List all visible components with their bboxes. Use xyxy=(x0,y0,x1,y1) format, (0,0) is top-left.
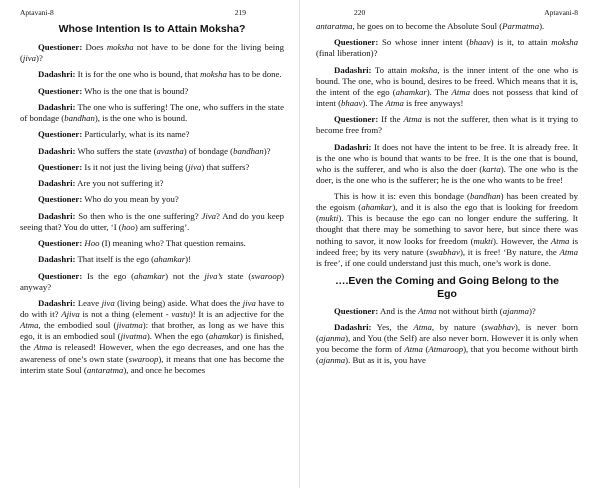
paragraph xyxy=(20,69,284,80)
paragraph-text: antaratma, he goes on to become the Absolute Soul (Parmatma). xyxy=(316,21,545,31)
paragraph-text: It is for the one who is bound, that moksha has to be done. xyxy=(75,69,282,80)
speaker-label: Questioner: xyxy=(334,114,379,125)
speaker-label: Questioner: xyxy=(38,238,83,249)
paragraph-text: If the Atma is not the sufferer, then what is it trying to become free from? xyxy=(316,114,578,136)
speaker-label: Dadashri: xyxy=(38,178,76,189)
speaker-label: Dadashri: xyxy=(38,298,76,309)
section-heading: Whose Intention Is to Attain Moksha? xyxy=(58,23,246,35)
right-page xyxy=(300,0,599,488)
paragraph xyxy=(316,114,578,136)
paragraph xyxy=(20,271,284,293)
paragraph-text: To attain moksha, is the inner intent of the one who is bound. The one, who is bound, desires to be freed. Which means that it is, the intent of the ego (ahamkar). The Atma does not possess that kind of intent (bhaav). The Atma is free anyways! xyxy=(316,64,578,108)
body-text xyxy=(20,42,284,376)
paragraph-text: The one who is suffering! The one, who suffers in the state of bondage (bandhan), is the one who is bound. xyxy=(20,101,284,124)
paragraph-text: And is the Atma not without birth (ajanma)? xyxy=(378,305,536,316)
speaker-label: Questioner: xyxy=(38,270,83,281)
paragraph-text: Leave jiva (living being) aside. What does the jiva have to do with it? Ajiva is not a thing (element - vastu)! It is an adjective for the Atma, the embodied soul (jivatma): that brother, as long as we have this ego, it is an embodied soul (jivatma). When the ego (ahamkar) is finished, the Atma is released! However, when the ego decreases, and one has the awareness of one’s own state (swaroop), it means that one has become the interim state Soul (antaratma), and once he becomes xyxy=(20,298,285,375)
speaker-label: Dadashri: xyxy=(38,69,76,80)
paragraph xyxy=(20,178,284,189)
paragraph-text: Who do you mean by you? xyxy=(82,194,179,205)
speaker-label: Dadashri: xyxy=(334,64,372,75)
running-head xyxy=(20,8,284,17)
speaker-label: Dadashri: xyxy=(38,101,76,112)
paragraph xyxy=(20,254,284,265)
section-heading: ….Even the Coming and Going Belong to the Ego xyxy=(335,274,559,300)
paragraph xyxy=(20,102,284,124)
paragraph-text: Is it not just the living being (jiva) that suffers? xyxy=(82,161,250,172)
paragraph-text: So then who is the one suffering? Jiva? And do you keep seeing that? You do utter, ‘I (hoo) am suffering’. xyxy=(20,210,284,232)
paragraph-text: Hoo (I) meaning who? That question remains. xyxy=(84,238,246,249)
paragraph-text: Does moksha not have to be done for the living being (jiva)? xyxy=(20,42,284,64)
paragraph xyxy=(20,146,284,157)
paragraph xyxy=(20,298,284,376)
body-text xyxy=(316,21,578,269)
paragraph xyxy=(20,211,284,233)
speaker-label: Questioner: xyxy=(38,129,83,140)
paragraph xyxy=(316,37,578,59)
paragraph xyxy=(316,21,578,32)
speaker-label: Questioner: xyxy=(334,37,379,48)
paragraph xyxy=(20,194,284,205)
paragraph-text: Who suffers the state (avastha) of bondage (bandhan)? xyxy=(75,145,271,156)
speaker-label: Questioner: xyxy=(38,194,83,205)
book-title: Aptavani-8 xyxy=(20,8,54,17)
speaker-label: Questioner: xyxy=(38,161,83,172)
running-head xyxy=(316,8,578,17)
paragraph-text: This is how it is: even this bondage (bandhan) has been created by the egoism (ahamkar), and it is also the ego that is looking for freedom (mukti). This is because the ego can no longer endure the suffering. It thought that there may be something to savor here, but since there was nothing to savor, it now looks for freedom (mukti). However, the Atma is indeed free; by its very nature (swabhav), it is free! ‘By nature, the Atma is free’, if one could understand just this much, one’s work is done. xyxy=(316,191,578,268)
paragraph xyxy=(316,142,578,186)
paragraph-text: Yes, the Atma, by nature (swabhav), is never born (ajanma), and You (the Self) are also never born. However it is only when you become the form of Atma (Atmaroop), that you become without birth (ajanma). But as it is, you have xyxy=(316,322,578,366)
paragraph xyxy=(20,162,284,173)
body-text xyxy=(316,306,578,367)
paragraph-text: Are you not suffering it? xyxy=(75,178,164,189)
paragraph xyxy=(316,322,578,366)
page-number: 219 xyxy=(234,8,246,17)
book-title: Aptavani-8 xyxy=(544,8,578,17)
speaker-label: Dadashri: xyxy=(334,322,372,333)
paragraph xyxy=(20,238,284,249)
speaker-label: Questioner: xyxy=(38,85,83,96)
speaker-label: Dadashri: xyxy=(38,145,76,156)
speaker-label: Questioner: xyxy=(334,305,379,316)
paragraph-text: So whose inner intent (bhaav) is it, to attain moksha (final liberation)? xyxy=(316,37,579,59)
paragraph-text: Particularly, what is its name? xyxy=(82,129,190,140)
speaker-label: Dadashri: xyxy=(38,254,76,265)
paragraph xyxy=(20,86,284,97)
paragraph xyxy=(316,306,578,317)
speaker-label: Questioner: xyxy=(38,42,83,52)
paragraph-text: That itself is the ego (ahamkar)! xyxy=(75,254,191,265)
paragraph-text: It does not have the intent to be free. It is already free. It is the one who is bound that wants to be free. It is the one that is bound, who is the sufferer, and who is also the doer (karta). The one who is the doer, is the one who is the sufferer; he is the one who wants to be free! xyxy=(316,141,578,185)
paragraph-text: Is the ego (ahamkar) not the jiva’s state (swaroop) anyway? xyxy=(20,270,284,292)
speaker-label: Dadashri: xyxy=(334,141,372,152)
paragraph xyxy=(316,65,578,109)
speaker-label: Dadashri: xyxy=(38,210,76,221)
paragraph-text: Who is the one that is bound? xyxy=(82,85,189,96)
paragraph xyxy=(20,129,284,140)
paragraph xyxy=(316,191,578,269)
page-number: 220 xyxy=(354,8,366,17)
paragraph xyxy=(20,42,284,64)
